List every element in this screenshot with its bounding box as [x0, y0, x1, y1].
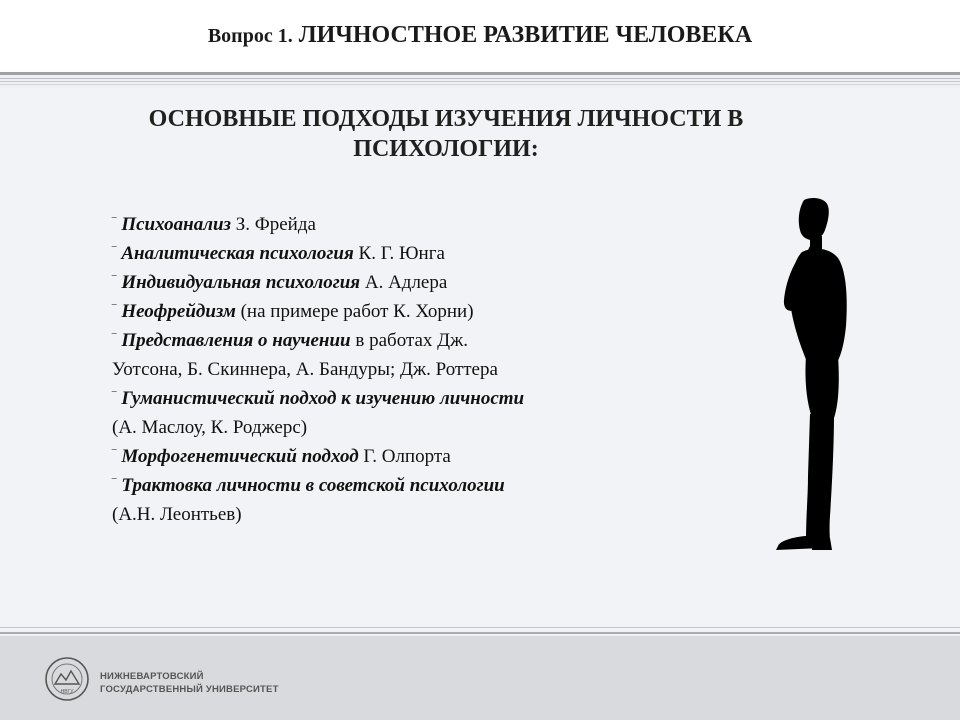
approach-author: З. Фрейда [230, 214, 316, 235]
header-divider-thin [0, 81, 960, 82]
header [0, 0, 960, 72]
university-logo-icon [44, 656, 90, 702]
slide-title-text: ЛИЧНОСТНОЕ РАЗВИТИЕ ЧЕЛОВЕКА [298, 22, 753, 48]
list-item [112, 268, 672, 297]
section-heading [106, 104, 786, 164]
approach-name: Гуманистический подход к изучению личности [121, 388, 525, 409]
list-item [112, 471, 672, 500]
university-name-line: ГОСУДАРСТВЕННЫЙ УНИВЕРСИТЕТ [100, 684, 279, 695]
logo-text: НВГУ [60, 689, 74, 695]
bullet-icon: ‾ [112, 447, 117, 462]
bullet-icon: ‾ [112, 389, 117, 404]
approach-author: А. Адлера [360, 272, 448, 293]
question-number: Вопрос 1. [207, 25, 293, 47]
university-name [100, 670, 279, 696]
section-heading-line: ОСНОВНЫЕ ПОДХОДЫ ИЗУЧЕНИЯ ЛИЧНОСТИ В [148, 106, 744, 132]
approach-author: К. Г. Юнга [353, 243, 445, 264]
thinking-person-silhouette-icon [768, 196, 860, 558]
header-divider-thin [0, 78, 960, 79]
section-heading-line: ПСИХОЛОГИИ: [353, 136, 539, 162]
list-item [112, 326, 672, 355]
approach-name: Индивидуальная психология [121, 272, 361, 293]
bullet-icon: ‾ [112, 215, 117, 230]
footer-divider-thin [0, 627, 960, 628]
list-item [112, 210, 672, 239]
bullet-icon: ‾ [112, 331, 117, 346]
approach-name: Представления о научении [121, 330, 351, 351]
bullet-icon: ‾ [112, 273, 117, 288]
header-divider-thin [0, 84, 960, 85]
list-item-continuation: Уотсона, Б. Скиннера, А. Бандуры; Дж. Роттера [112, 359, 498, 380]
approach-name: Неофрейдизм [121, 301, 236, 322]
list-item [112, 297, 672, 326]
approaches-list [112, 210, 672, 529]
footer-divider [0, 632, 960, 634]
list-item [112, 239, 672, 268]
list-item [112, 384, 672, 413]
header-divider [0, 72, 960, 75]
approach-author: в работах Дж. [350, 330, 469, 351]
slide-title [0, 22, 960, 49]
university-name-line: НИЖНЕВАРТОВСКИЙ [100, 671, 204, 682]
approach-author: Г. Олпорта [358, 446, 451, 467]
list-item-continuation: (А. Маслоу, К. Роджерс) [112, 417, 308, 438]
approach-name: Морфогенетический подход [121, 446, 359, 467]
list-item-continuation: (А.Н. Леонтьев) [112, 504, 242, 525]
list-item [112, 442, 672, 471]
approach-name: Аналитическая психология [121, 243, 354, 264]
bullet-icon: ‾ [112, 302, 117, 317]
bullet-icon: ‾ [112, 244, 117, 259]
approach-name: Психоанализ [121, 214, 231, 235]
approach-author: (на примере работ К. Хорни) [235, 301, 474, 322]
bullet-icon: ‾ [112, 476, 117, 491]
approach-name: Трактовка личности в советской психологии [121, 475, 505, 496]
